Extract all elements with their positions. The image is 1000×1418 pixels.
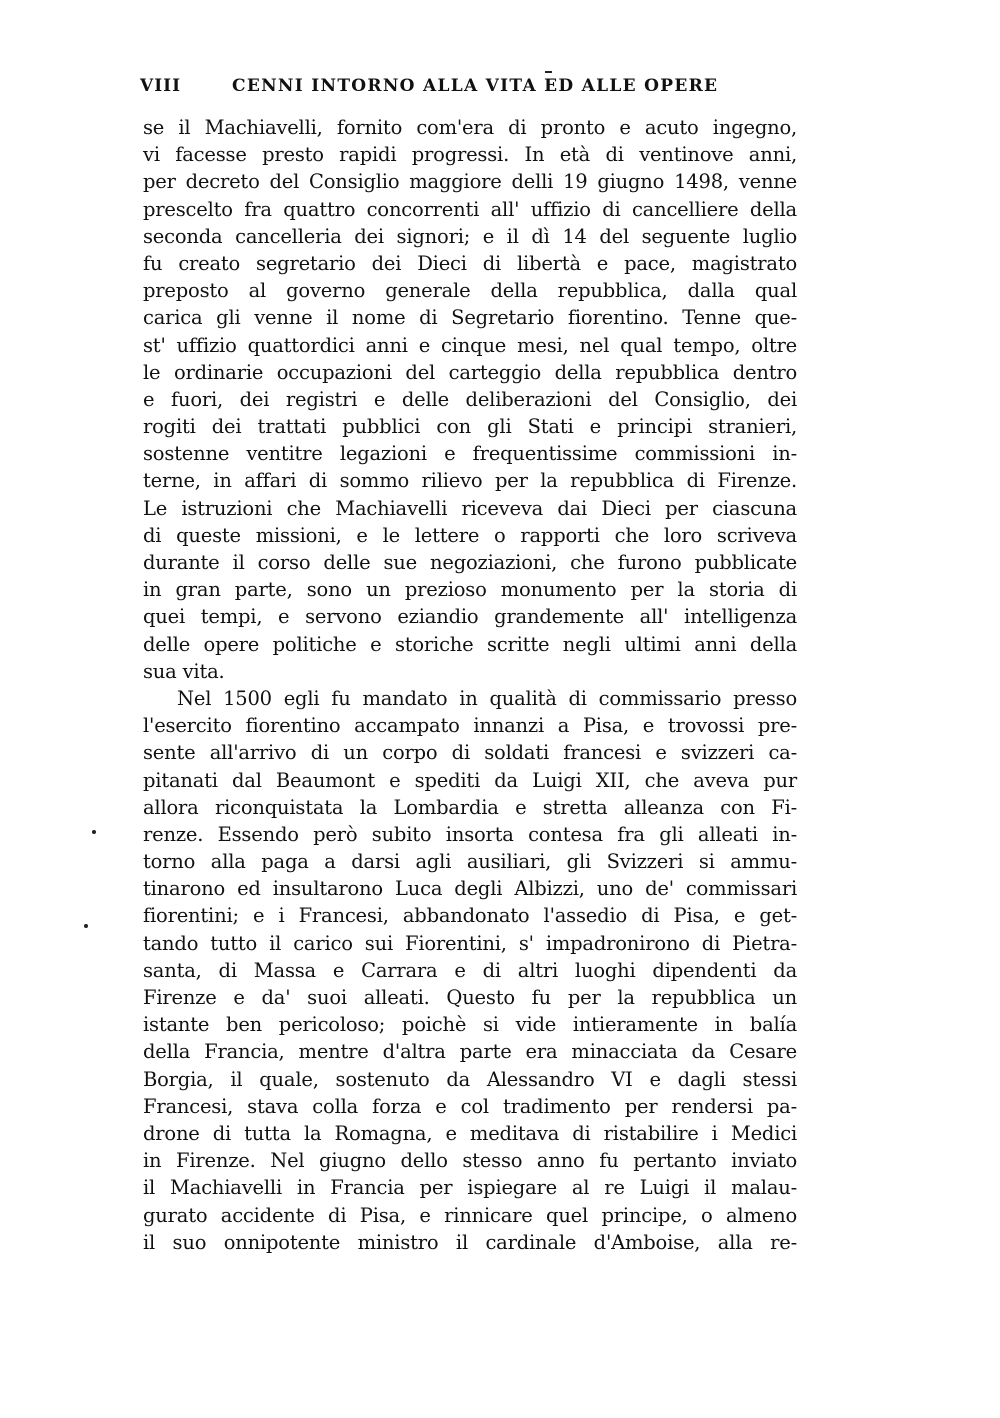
running-title: CENNI INTORNO ALLA VITA ED ALLE OPERE xyxy=(232,76,719,96)
text-line: Francesi, stava colla forza e col tradimento per rendersi pa- xyxy=(143,1094,797,1118)
text-line: Nel 1500 egli fu mandato in qualità di commissario presso xyxy=(177,686,797,710)
text-line: tando tutto il carico sui Fiorentini, s' impadronirono di Pietra- xyxy=(143,931,797,955)
text-line: di queste missioni, e le lettere o rapporti che loro scriveva xyxy=(143,523,797,547)
text-line: se il Machiavelli, fornito com'era di pronto e acuto ingegno, xyxy=(143,116,797,139)
text-line: sua vita. xyxy=(143,659,225,683)
text-line: Borgia, il quale, sostenuto da Alessandro VI e dagli stessi xyxy=(143,1067,797,1091)
text-line: renze. Essendo però subito insorta contesa fra gli alleati in- xyxy=(143,822,797,846)
text-line: st' uffizio quattordici anni e cinque mesi, nel qual tempo, oltre xyxy=(143,333,797,357)
text-line: rogiti dei trattati pubblici con gli Stati e principi stranieri, xyxy=(143,415,797,439)
text-line: delle opere politiche e storiche scritte negli ultimi anni della xyxy=(143,632,797,656)
text-line: drone di tutta la Romagna, e meditava di ristabilire i Medici xyxy=(143,1121,797,1145)
text-line: sente all'arrivo di un corpo di soldati francesi e svizzeri ca- xyxy=(143,741,797,765)
text-line: Firenze e da' suoi alleati. Questo fu per la repubblica un xyxy=(143,986,797,1009)
text-line: quei tempi, e servono eziandio grandemente all' intelligenza xyxy=(143,605,797,629)
text-line: della Francia, mentre d'altra parte era minacciata da Cesare xyxy=(143,1040,797,1064)
text-line: tinarono ed insultarono Luca degli Albizzi, uno de' commissari xyxy=(143,877,797,901)
text-line: pitanati dal Beaumont e spediti da Luigi XII, che aveva pur xyxy=(143,768,797,792)
text-line: torno alla paga a darsi agli ausiliari, gli Svizzeri si ammu- xyxy=(143,850,797,874)
running-header xyxy=(140,76,719,104)
scan-speck xyxy=(92,830,96,834)
page-number: VIII xyxy=(140,76,182,96)
text-line: santa, di Massa e Carrara e di altri luoghi dipendenti da xyxy=(143,958,797,982)
text-line: preposto al governo generale della repubblica, dalla qual xyxy=(143,279,797,303)
text-line: prescelto fra quattro concorrenti all' uffizio di cancelliere della xyxy=(143,197,797,221)
text-line: sostenne ventitre legazioni e frequentissime commissioni in- xyxy=(143,442,797,466)
text-line: in gran parte, sono un prezioso monumento per la storia di xyxy=(143,578,797,602)
text-line: istante ben pericoloso; poichè si vide intieramente in balía xyxy=(143,1013,797,1037)
text-line: carica gli venne il nome di Segretario fiorentino. Tenne que- xyxy=(143,306,797,330)
text-line: in Firenze. Nel giugno dello stesso anno fu pertanto inviato xyxy=(143,1149,797,1173)
text-line: terne, in affari di sommo rilievo per la repubblica di Firenze. xyxy=(143,469,797,493)
scan-speck xyxy=(84,924,88,928)
scan-speck xyxy=(545,71,552,73)
text-line: l'esercito fiorentino accampato innanzi a Pisa, e trovossi pre- xyxy=(143,714,797,738)
text-line: allora riconquistata la Lombardia e stretta alleanza con Fi- xyxy=(143,795,797,819)
page-body xyxy=(143,114,797,1256)
text-line: il suo onnipotente ministro il cardinale d'Amboise, alla re- xyxy=(143,1230,797,1254)
text-line: per decreto del Consiglio maggiore delli 19 giugno 1498, venne xyxy=(143,170,797,194)
text-line: gurato accidente di Pisa, e rinnicare quel principe, o almeno xyxy=(143,1203,797,1227)
text-line: e fuori, dei registri e delle deliberazioni del Consiglio, dei xyxy=(143,387,797,411)
text-line: il Machiavelli in Francia per ispiegare al re Luigi il malau- xyxy=(143,1176,797,1200)
text-line: vi facesse presto rapidi progressi. In età di ventinove anni, xyxy=(143,143,797,167)
text-line: seconda cancelleria dei signori; e il dì 14 del seguente luglio xyxy=(143,224,797,248)
text-line: le ordinarie occupazioni del carteggio della repubblica dentro xyxy=(143,360,797,384)
text-line: Le istruzioni che Machiavelli riceveva dai Dieci per ciascuna xyxy=(143,496,797,520)
text-line: fiorentini; e i Francesi, abbandonato l'assedio di Pisa, e get- xyxy=(143,904,797,928)
text-line: fu creato segretario dei Dieci di libertà e pace, magistrato xyxy=(143,251,797,275)
text-line: durante il corso delle sue negoziazioni, che furono pubblicate xyxy=(143,551,797,574)
